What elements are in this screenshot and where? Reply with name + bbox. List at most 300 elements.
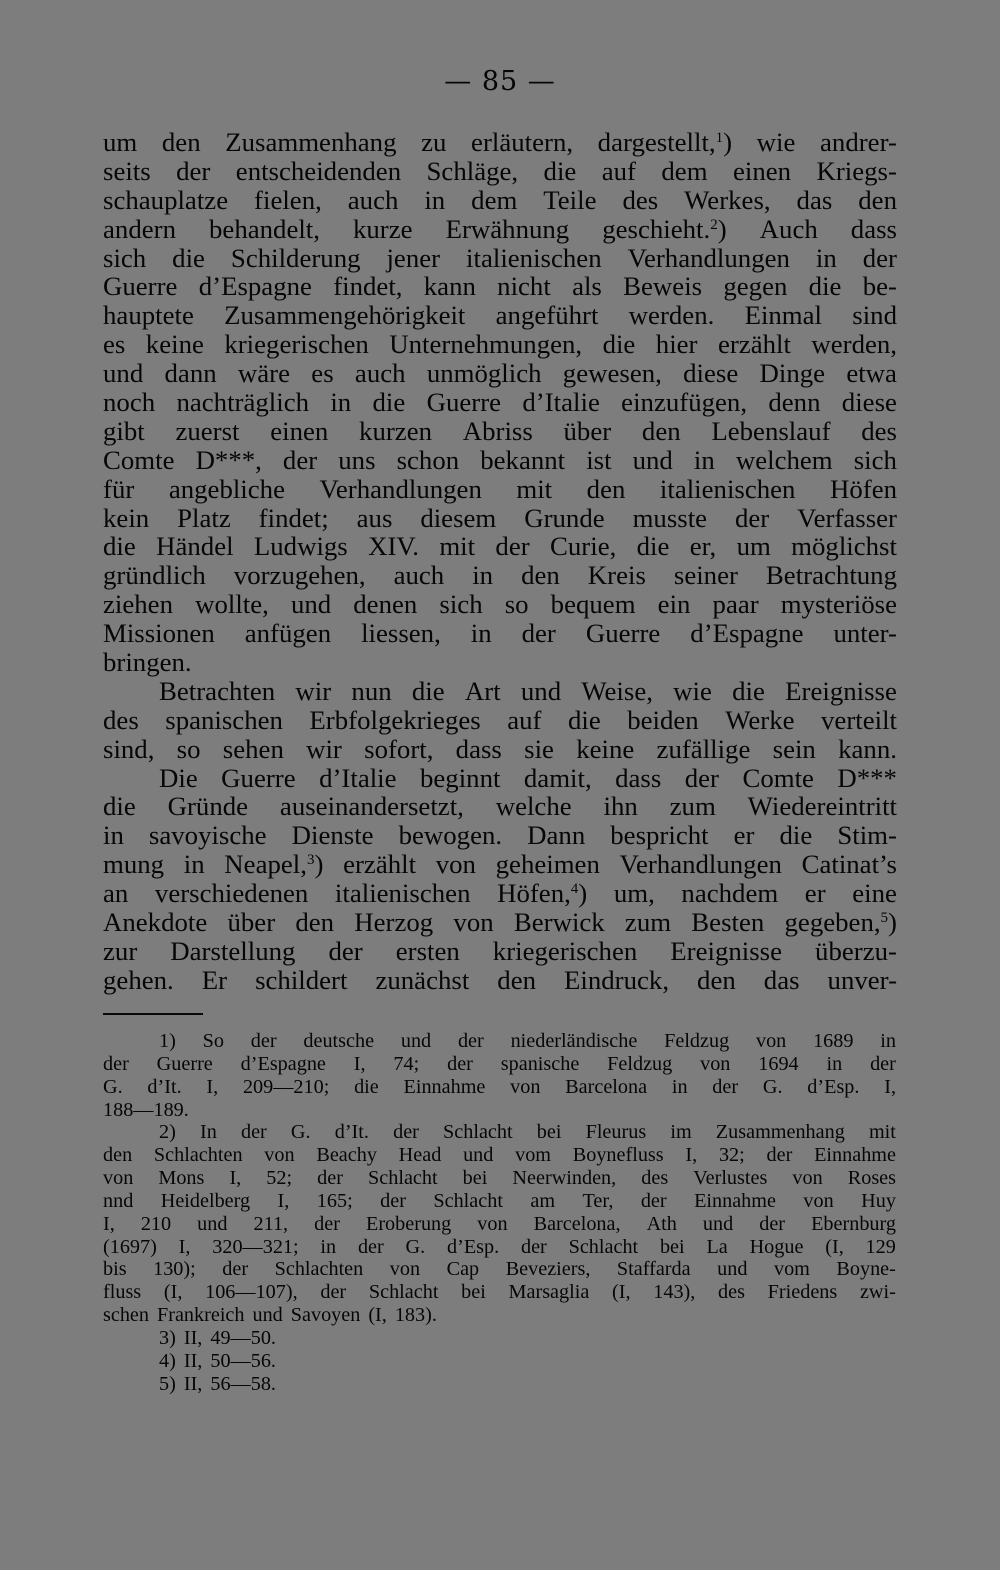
word: in	[103, 820, 124, 851]
word: Head	[398, 1144, 442, 1167]
word: zwi-	[859, 1281, 896, 1304]
word: keine	[145, 329, 204, 360]
word: schauplatze	[103, 184, 229, 215]
word: und	[290, 589, 332, 620]
word: beiden	[627, 704, 699, 735]
word: an	[103, 878, 129, 909]
word: 210	[140, 1212, 172, 1235]
word: Dienste	[291, 820, 374, 851]
word: andern	[103, 213, 176, 244]
word: und	[632, 444, 673, 475]
word: er	[804, 878, 826, 909]
text-line	[103, 764, 897, 793]
word: Art	[464, 675, 501, 706]
word: hauptete	[103, 300, 194, 331]
word: (I,	[612, 1281, 631, 1304]
word: bekannt	[480, 444, 566, 475]
word: die	[172, 242, 205, 273]
word: in	[470, 618, 492, 649]
word: unmöglich	[426, 358, 542, 389]
word: in	[330, 387, 352, 418]
word: Einnahme	[814, 1144, 896, 1167]
text-line	[103, 301, 897, 330]
word: wir	[295, 675, 332, 706]
word: fielen,	[254, 184, 322, 215]
word: Höfen,$^4$)	[497, 878, 588, 909]
word: gründlich	[103, 560, 206, 591]
word: (1697)	[103, 1235, 157, 1258]
word: welche	[495, 791, 572, 822]
main-text	[103, 128, 897, 995]
text-line	[103, 879, 897, 908]
word: italienischen	[334, 878, 471, 909]
word: in	[183, 849, 205, 880]
footnote-line	[103, 1190, 896, 1213]
word: Teile	[543, 184, 597, 215]
word: nun	[351, 675, 392, 706]
word: Mons	[158, 1167, 205, 1190]
word: Barcelona,	[533, 1212, 621, 1235]
word: Hogue	[749, 1235, 804, 1258]
word: I,	[884, 1075, 896, 1098]
word: und	[463, 1144, 494, 1167]
word: auch	[393, 560, 445, 591]
word: und	[252, 1304, 283, 1327]
word: schen	[103, 1304, 149, 1327]
word: liessen,	[361, 618, 441, 649]
word: spanischen	[165, 704, 283, 735]
word: nnd	[103, 1189, 134, 1212]
word: Die	[159, 762, 198, 793]
word: savoyische	[148, 820, 267, 851]
word: d’It.	[147, 1075, 182, 1098]
word: den	[161, 127, 201, 157]
text-line	[103, 244, 897, 273]
word: D***,	[195, 444, 262, 475]
word: nachdem	[681, 878, 779, 909]
word: dem	[471, 184, 518, 215]
word: der	[495, 531, 530, 562]
word: Boyne-	[836, 1258, 896, 1281]
word: vom	[773, 1258, 810, 1281]
word: zu	[421, 127, 447, 157]
word: keine	[576, 733, 635, 764]
word: Betrachtung	[765, 560, 897, 591]
word: und	[400, 1030, 432, 1052]
word: in	[671, 1075, 688, 1098]
word: wäre	[237, 358, 291, 389]
word: kein	[103, 502, 150, 533]
word: es	[103, 329, 126, 360]
text-line	[103, 417, 897, 446]
word: den	[497, 964, 537, 995]
word: Zusammengehörigkeit	[224, 300, 466, 331]
word: gegeben,$^5$)	[784, 907, 897, 938]
word: 52;	[266, 1167, 293, 1190]
word: 320—321;	[212, 1235, 299, 1258]
word: in	[826, 1052, 843, 1075]
word: Neerwinden,	[512, 1167, 617, 1190]
word: kann	[423, 271, 476, 302]
word: 165;	[316, 1189, 353, 1212]
word: 183).	[394, 1304, 437, 1327]
word: auch	[354, 358, 406, 389]
word: der	[640, 1189, 667, 1212]
word: I,	[685, 1144, 698, 1167]
word: seiner	[673, 560, 738, 591]
word: Er	[201, 964, 228, 995]
word: Händel	[156, 531, 234, 562]
word: der	[328, 935, 363, 966]
word: II,	[183, 1349, 203, 1372]
word: II,	[183, 1372, 203, 1395]
word: Guerre	[156, 1052, 213, 1075]
word: ziehen	[103, 589, 173, 620]
word: die	[567, 704, 601, 735]
word: vorzugehen,	[233, 560, 366, 591]
word: dass	[615, 762, 662, 793]
word: Werkes,	[684, 184, 771, 215]
word: 188—189.	[103, 1098, 189, 1121]
word: Schlacht	[443, 1121, 513, 1144]
word: der	[684, 762, 719, 793]
word: G.	[762, 1075, 783, 1098]
word: Zusammenhang	[225, 127, 397, 157]
word: Schlacht	[368, 1167, 438, 1190]
word: kurzen	[359, 415, 433, 446]
word: zur	[103, 935, 138, 966]
word: 49—50.	[210, 1326, 276, 1349]
word: in	[320, 1235, 337, 1258]
word: musste	[632, 502, 708, 533]
word: Guerre	[103, 271, 178, 302]
word: Auch	[759, 213, 818, 244]
word: sein	[772, 733, 816, 764]
word: auseinandersetzt,	[279, 791, 464, 822]
text-line	[103, 937, 897, 966]
text-line	[103, 648, 897, 677]
word: wie	[756, 127, 796, 157]
footnotes	[103, 1030, 896, 1396]
word: die	[372, 387, 406, 418]
word: es	[311, 358, 334, 389]
word: Curie,	[550, 531, 617, 562]
word: möglichst	[791, 531, 897, 562]
word: der	[862, 242, 897, 273]
word: kann.	[838, 733, 897, 764]
word: Huy	[861, 1189, 896, 1212]
word: zufällige	[656, 733, 751, 764]
word: Einnahme	[403, 1075, 486, 1098]
word: verteilt	[821, 704, 897, 735]
word: Lebenslauf	[711, 415, 831, 446]
word: der	[759, 1212, 786, 1235]
word: aus	[356, 502, 393, 533]
word: sofort,	[364, 733, 434, 764]
word: Kreis	[587, 560, 646, 591]
word: kriegerischen	[492, 935, 638, 966]
word: unver-	[827, 964, 897, 995]
word: denn	[768, 387, 821, 418]
word: Neapel,$^3$)	[224, 849, 324, 880]
word: der	[447, 1052, 473, 1075]
word: Schlachten	[153, 1144, 243, 1167]
word: Herzog	[354, 907, 434, 938]
word: die	[354, 1075, 379, 1098]
word: um	[103, 127, 138, 157]
word: der	[320, 1281, 347, 1304]
word: die	[779, 820, 813, 851]
word: Verhandlungen	[619, 849, 782, 880]
word: bei	[462, 1167, 488, 1190]
word: Missionen	[103, 618, 215, 649]
word: mung	[103, 849, 165, 880]
word: Weise,	[581, 675, 653, 706]
word: und	[717, 1258, 748, 1281]
word: zunächst	[375, 964, 470, 995]
text-line	[103, 215, 897, 244]
word: 1689	[813, 1030, 854, 1052]
word: um,	[613, 878, 655, 909]
word: 5)	[159, 1372, 176, 1395]
text-line	[103, 677, 897, 706]
text-line	[103, 330, 897, 359]
footnote-line	[103, 1167, 896, 1190]
word: d’Italie	[522, 387, 600, 418]
word: Boynefluss	[572, 1144, 664, 1167]
word: der	[457, 1030, 484, 1052]
footnote-line	[103, 1121, 896, 1144]
word: Werke	[725, 704, 795, 735]
word: bei	[536, 1121, 562, 1144]
text-line	[103, 504, 897, 533]
word: Guerre	[426, 387, 502, 418]
word: Guerre	[221, 762, 296, 793]
word: Heidelberg	[160, 1189, 251, 1212]
word: von	[435, 849, 476, 880]
word: I,	[103, 1212, 115, 1235]
word: G.	[405, 1235, 426, 1258]
word: auf	[507, 704, 542, 735]
word: (I,	[163, 1281, 183, 1304]
word: bequem	[550, 589, 636, 620]
word: sind	[852, 300, 897, 331]
word: Marsaglia	[508, 1281, 590, 1304]
footnote-line	[103, 1030, 896, 1053]
word: Ebernburg	[811, 1212, 896, 1235]
word: von	[510, 1075, 541, 1098]
word: G.	[103, 1075, 123, 1098]
word: La	[706, 1235, 728, 1258]
word: werden.	[628, 300, 715, 331]
word: italienischen	[466, 242, 602, 273]
word: G.	[290, 1121, 311, 1144]
footnote-line	[103, 1213, 896, 1236]
word: den	[521, 560, 560, 591]
word: gibt	[103, 415, 145, 446]
word: einen	[732, 155, 792, 186]
word: des	[622, 184, 659, 215]
footnote-line	[103, 1258, 896, 1281]
word: der	[734, 502, 770, 533]
text-line	[103, 792, 897, 821]
word: etwa	[846, 358, 897, 389]
word: 209—210;	[242, 1075, 330, 1098]
word: und	[197, 1212, 228, 1235]
word: in	[815, 242, 837, 273]
word: 56—58.	[210, 1372, 276, 1395]
word: Fleurus	[585, 1121, 647, 1144]
word: der	[870, 1052, 896, 1075]
word: d’Espagne	[198, 271, 312, 302]
word: Erwähnung	[445, 213, 570, 244]
text-line	[103, 388, 897, 417]
word: bespricht	[610, 820, 709, 851]
word: sie	[524, 733, 554, 764]
word: wie	[673, 675, 712, 706]
word: D***	[837, 762, 897, 793]
word: so	[504, 589, 529, 620]
word: Wiedereintritt	[747, 791, 897, 822]
word: für	[103, 473, 135, 504]
word: 50—56.	[210, 1349, 276, 1372]
footnote-line	[103, 1304, 896, 1327]
word: Ereignisse	[785, 675, 897, 706]
word: entscheidenden	[235, 155, 402, 186]
word: kriegerischen	[224, 329, 369, 360]
word: Feldzug	[664, 1030, 730, 1052]
word: der	[103, 1052, 129, 1075]
word: d’It.	[334, 1121, 369, 1144]
word: Guerre	[585, 618, 661, 649]
word: Verlustes	[693, 1167, 768, 1190]
text-line	[103, 735, 897, 764]
word: I,	[178, 1235, 191, 1258]
word: diese	[683, 358, 739, 389]
word: auf	[601, 155, 636, 186]
word: geschieht.$^2$)	[602, 213, 727, 244]
word: Erbfolgekrieges	[309, 704, 481, 735]
word: von	[264, 1144, 295, 1167]
word: ihn	[603, 791, 638, 822]
word: erläutern,	[471, 127, 574, 157]
word: mysteriöse	[780, 589, 897, 620]
word: I,	[353, 1052, 366, 1075]
word: von	[792, 1167, 823, 1190]
word: Ter,	[582, 1189, 614, 1212]
footnote-line	[103, 1281, 896, 1304]
word: des	[718, 1281, 745, 1304]
word: d’Esp.	[447, 1235, 500, 1258]
text-line	[103, 619, 897, 648]
word: als	[572, 271, 602, 302]
text-line	[103, 532, 897, 561]
word: noch	[103, 387, 156, 418]
word: Comte	[742, 762, 814, 793]
word: die	[411, 675, 445, 706]
footnote-line	[103, 1144, 896, 1167]
word: Comte	[103, 444, 175, 475]
word: im	[670, 1121, 692, 1144]
word: die	[103, 531, 136, 562]
word: erzählt	[717, 329, 791, 360]
word: II,	[183, 1326, 203, 1349]
word: die	[103, 791, 136, 822]
word: 74;	[393, 1052, 420, 1075]
word: damit,	[523, 762, 592, 793]
word: I,	[206, 1075, 219, 1098]
word: andrer-	[820, 127, 897, 157]
word: dem	[661, 155, 708, 186]
word: Dann	[527, 820, 586, 851]
page-number: — 85 —	[444, 66, 556, 97]
word: dass	[850, 213, 897, 244]
word: Beachy	[316, 1144, 377, 1167]
word: Verfasser	[797, 502, 897, 533]
word: anfügen	[244, 618, 332, 649]
word: kurze	[352, 213, 413, 244]
word: Schläge,	[426, 155, 519, 186]
word: Eroberung	[365, 1212, 452, 1235]
word: 106—107),	[205, 1281, 298, 1304]
word: Anekdote	[103, 907, 208, 938]
word: mit	[868, 1121, 896, 1144]
word: (I,	[825, 1235, 844, 1258]
word: in	[472, 560, 494, 591]
word: Schlacht	[368, 1281, 439, 1304]
word: niederländische	[510, 1030, 638, 1052]
word: der	[176, 155, 211, 186]
word: die	[808, 271, 842, 302]
text-line	[103, 359, 897, 388]
word: ist	[586, 444, 612, 475]
word: Kriegs-	[816, 155, 897, 186]
word: wollte,	[195, 589, 269, 620]
word: gewesen,	[562, 358, 662, 389]
word: von	[803, 1189, 834, 1212]
word: der	[314, 1212, 340, 1235]
text-line	[103, 561, 897, 590]
text-line	[103, 590, 897, 619]
word: bis	[103, 1258, 127, 1281]
word: behandelt,	[209, 213, 320, 244]
word: und	[702, 1212, 734, 1235]
word: das	[763, 964, 800, 995]
word: dann	[164, 358, 217, 389]
word: ersten	[395, 935, 460, 966]
word: Besten	[691, 907, 765, 938]
text-line	[103, 128, 897, 157]
word: zum	[669, 791, 716, 822]
word: Betrachten	[159, 675, 276, 706]
word: die	[636, 531, 670, 562]
word: be-	[862, 271, 897, 302]
word: von	[755, 1030, 787, 1052]
word: welchem	[735, 444, 833, 475]
word: sich	[853, 444, 897, 475]
word: sich	[439, 589, 483, 620]
word: schildert	[255, 964, 348, 995]
word: gegen	[723, 271, 788, 302]
word: Frankreich	[156, 1304, 245, 1327]
text-line	[103, 706, 897, 735]
word: XIV.	[368, 531, 419, 562]
word: der	[766, 1144, 793, 1167]
word: über	[227, 907, 276, 938]
word: sich	[103, 242, 147, 273]
word: Grunde	[524, 502, 605, 533]
word: d’Esp.	[807, 1075, 860, 1098]
